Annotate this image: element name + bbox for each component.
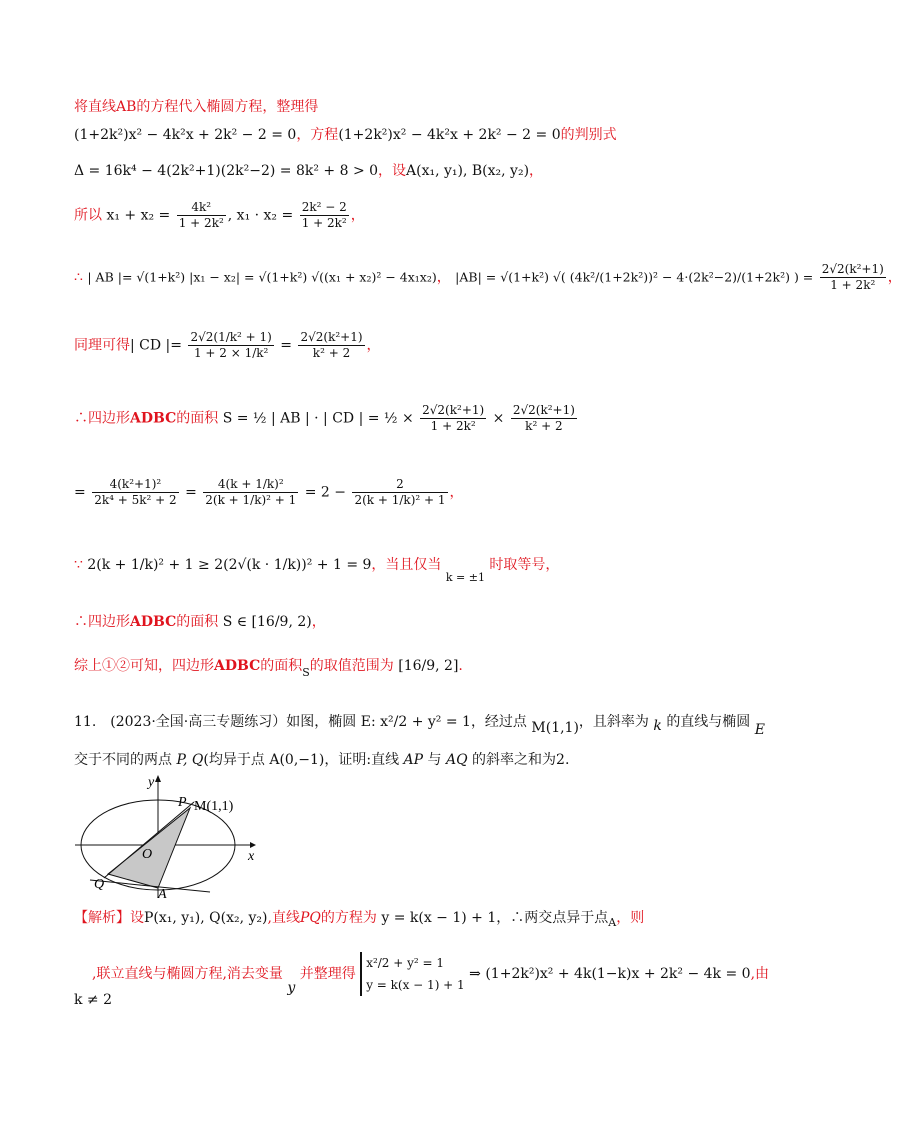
text: 所以: [74, 207, 102, 224]
label-A: A: [158, 887, 167, 902]
text: 的方程为: [320, 910, 377, 926]
text: ，∴两交点异于点: [496, 910, 609, 926]
text: 的面积: [260, 658, 303, 674]
variable: AP: [403, 752, 424, 768]
text: ，: [436, 269, 451, 286]
text: ∴四边形: [74, 614, 130, 630]
text: 的面积: [176, 614, 219, 630]
text-line-5: [74, 262, 902, 293]
fraction: $\frac{\text{2√2(k²+1)}}{\text{k² + 2}}$: [300, 330, 363, 360]
range: [16/9, 2]: [398, 658, 459, 674]
condition: k = ±1: [445, 571, 485, 584]
text: ,由: [750, 966, 770, 982]
text: ,联立直线与椭圆方程,消去变量: [92, 966, 283, 982]
expr: =: [74, 484, 86, 501]
text: ，: [350, 207, 365, 224]
expr: = 2 −: [304, 484, 347, 501]
x-axis-arrow: [250, 842, 256, 848]
equation: (1+2k²)x² − 4k²x + 2k² − 2 = 0: [338, 127, 561, 143]
expr: | AB |= √(1+k²) |x₁ − x₂| = √(1+k²) √((x₁ + x₂)² − 4x₁x₂): [87, 269, 437, 285]
text: ADBC: [130, 410, 177, 427]
fraction: $\frac{\text{2k² − 2}}{\text{1 + 2k²}}$: [301, 200, 347, 230]
text: 设: [130, 910, 144, 926]
line-equation: y = k(x − 1) + 1: [366, 978, 465, 992]
text: 11. (2023·全国·高三专题练习）如图，椭圆: [74, 714, 357, 730]
range: S ∈ [16/9, 2): [222, 614, 312, 630]
expr: x₁ + x₂ =: [106, 207, 171, 224]
expr: |AB| = √(1+k²) √( (4k²/(1+2k²))² − 4·(2k²−2)/(1+2k²) ) =: [455, 269, 814, 285]
fraction: $\frac{\text{4(k²+1)²}}{\text{2k⁴ + 5k² + 2}}$: [94, 477, 177, 507]
text: ，: [449, 484, 464, 501]
point: A(0,−1): [269, 752, 325, 768]
solution-line-1: [74, 908, 644, 929]
fraction: $\frac{\text{2√2(k²+1)}}{\text{k² + 2}}$: [512, 403, 575, 433]
line-equation: y = k(x − 1) + 1: [381, 910, 497, 926]
label-Q: Q: [94, 877, 105, 892]
text: ADBC: [214, 658, 261, 674]
variable: P, Q: [176, 752, 204, 768]
text-line-1: [74, 97, 318, 117]
text: 综上①②可知，四边形: [74, 658, 214, 674]
text: 同理可得: [74, 337, 130, 354]
fraction: $\frac{\text{2√2(k²+1)}}{\text{1 + 2k²}}$: [422, 403, 485, 433]
text-line-4: [74, 200, 365, 231]
label-P: P: [178, 795, 187, 810]
point: M(1,1): [531, 720, 579, 736]
variable: E: [754, 722, 765, 738]
points: P(x₁, y₁), Q(x₂, y₂): [144, 910, 268, 926]
text: ，经过点: [470, 714, 527, 730]
therefore-symbol: ∴: [74, 269, 83, 286]
variable: PQ: [299, 910, 321, 926]
variable: y: [287, 980, 296, 996]
text: ，且斜率为: [578, 714, 649, 730]
expr: , x₁ · x₂ =: [227, 207, 294, 224]
text: ，方程: [296, 127, 339, 143]
fraction: $\frac{2}{\text{2(k + 1/k)² + 1}}$: [354, 477, 446, 507]
discriminant: Δ = 16k⁴ − 4(2k²+1)(2k²−2) = 8k² + 8 > 0: [74, 163, 379, 179]
because-symbol: ∵: [74, 557, 83, 573]
text-line-9: [74, 555, 560, 584]
text: ，证明:直线: [324, 752, 400, 768]
text: ADBC: [130, 614, 177, 630]
solution-tag: 【解析】: [74, 910, 130, 926]
fraction: $\frac{\text{2√2(1/k² + 1)}}{\text{1 + 2 × 1/k²}}$: [190, 330, 272, 360]
text: ，当且仅当: [371, 557, 442, 573]
ellipse-equation: x²/2 + y² = 1: [366, 956, 445, 970]
text: ，: [311, 614, 326, 630]
ellipse-equation: E: x²/2 + y² = 1: [360, 714, 471, 730]
text-line-7: [74, 403, 579, 434]
text: (均异于点: [203, 752, 265, 768]
text-line-3: [74, 161, 543, 181]
text-line-11: [74, 656, 463, 677]
equation: (1+2k²)x² − 4k²x + 2k² − 2 = 0: [74, 127, 297, 143]
points: A(x₁, y₁), B(x₂, y₂): [406, 163, 530, 179]
text: ∴四边形: [74, 410, 130, 427]
text: ,直线: [267, 910, 300, 926]
fraction: $\frac{\text{4(k + 1/k)²}}{\text{2(k + 1/k)² + 1}}$: [205, 477, 297, 507]
expr: ×: [492, 410, 505, 427]
system-brace: [360, 952, 465, 996]
text: ，: [887, 269, 902, 286]
variable: k: [653, 718, 662, 734]
text: 的面积: [176, 410, 219, 427]
variable: AQ: [445, 752, 468, 768]
text: 的判别式: [560, 127, 617, 143]
variable: A: [608, 916, 617, 929]
expr: =: [185, 484, 197, 501]
text: 交于不同的两点: [74, 752, 172, 768]
text: 时取等号，: [489, 557, 560, 573]
expr: =: [280, 337, 293, 354]
text: ，则: [616, 910, 645, 926]
question-11-line-2: [74, 750, 569, 770]
variable: S: [302, 666, 310, 679]
text: 的斜率之和为2.: [472, 752, 570, 768]
inequality: 2(k + 1/k)² + 1 ≥ 2(2√(k · 1/k))² + 1 = 9: [87, 557, 372, 573]
label-O: O: [142, 847, 153, 862]
y-axis-arrow: [155, 775, 161, 782]
text: 并整理得: [299, 966, 356, 982]
label-y: y: [148, 775, 155, 790]
label-x: x: [248, 849, 255, 864]
text: ，设: [378, 163, 407, 179]
expr: | CD |=: [130, 337, 183, 354]
text-line-10: [74, 612, 326, 632]
implies-symbol: ⇒: [469, 966, 481, 982]
text-line-2: [74, 125, 617, 145]
text: 与: [427, 752, 442, 768]
text-line-6: [74, 330, 381, 361]
text: 的直线与椭圆: [666, 714, 751, 730]
text: ，: [366, 337, 381, 354]
expr: S = ½ | AB | · | CD | = ½ ×: [222, 410, 414, 427]
text: 的取值范围为: [309, 658, 394, 674]
solution-line-3: [74, 990, 112, 1010]
condition: k ≠ 2: [74, 992, 113, 1008]
text: ，: [529, 163, 544, 179]
label-M: M(1,1): [194, 799, 234, 814]
quadratic-equation: (1+2k²)x² + 4k(1−k)x + 2k² − 4k = 0: [485, 966, 751, 982]
question-11-line-1: [74, 712, 765, 738]
text-line-8: [74, 477, 464, 508]
fraction: $\frac{\text{2√2(k²+1)}}{\text{1 + 2k²}}$: [821, 262, 884, 292]
sentence: 将直线AB的方程代入椭圆方程，整理得: [74, 99, 319, 115]
text: .: [458, 658, 463, 674]
fraction: $\frac{\text{4k²}}{\text{1 + 2k²}}$: [178, 200, 224, 230]
ellipse-figure: [70, 770, 270, 900]
solution-line-2: [92, 952, 769, 996]
